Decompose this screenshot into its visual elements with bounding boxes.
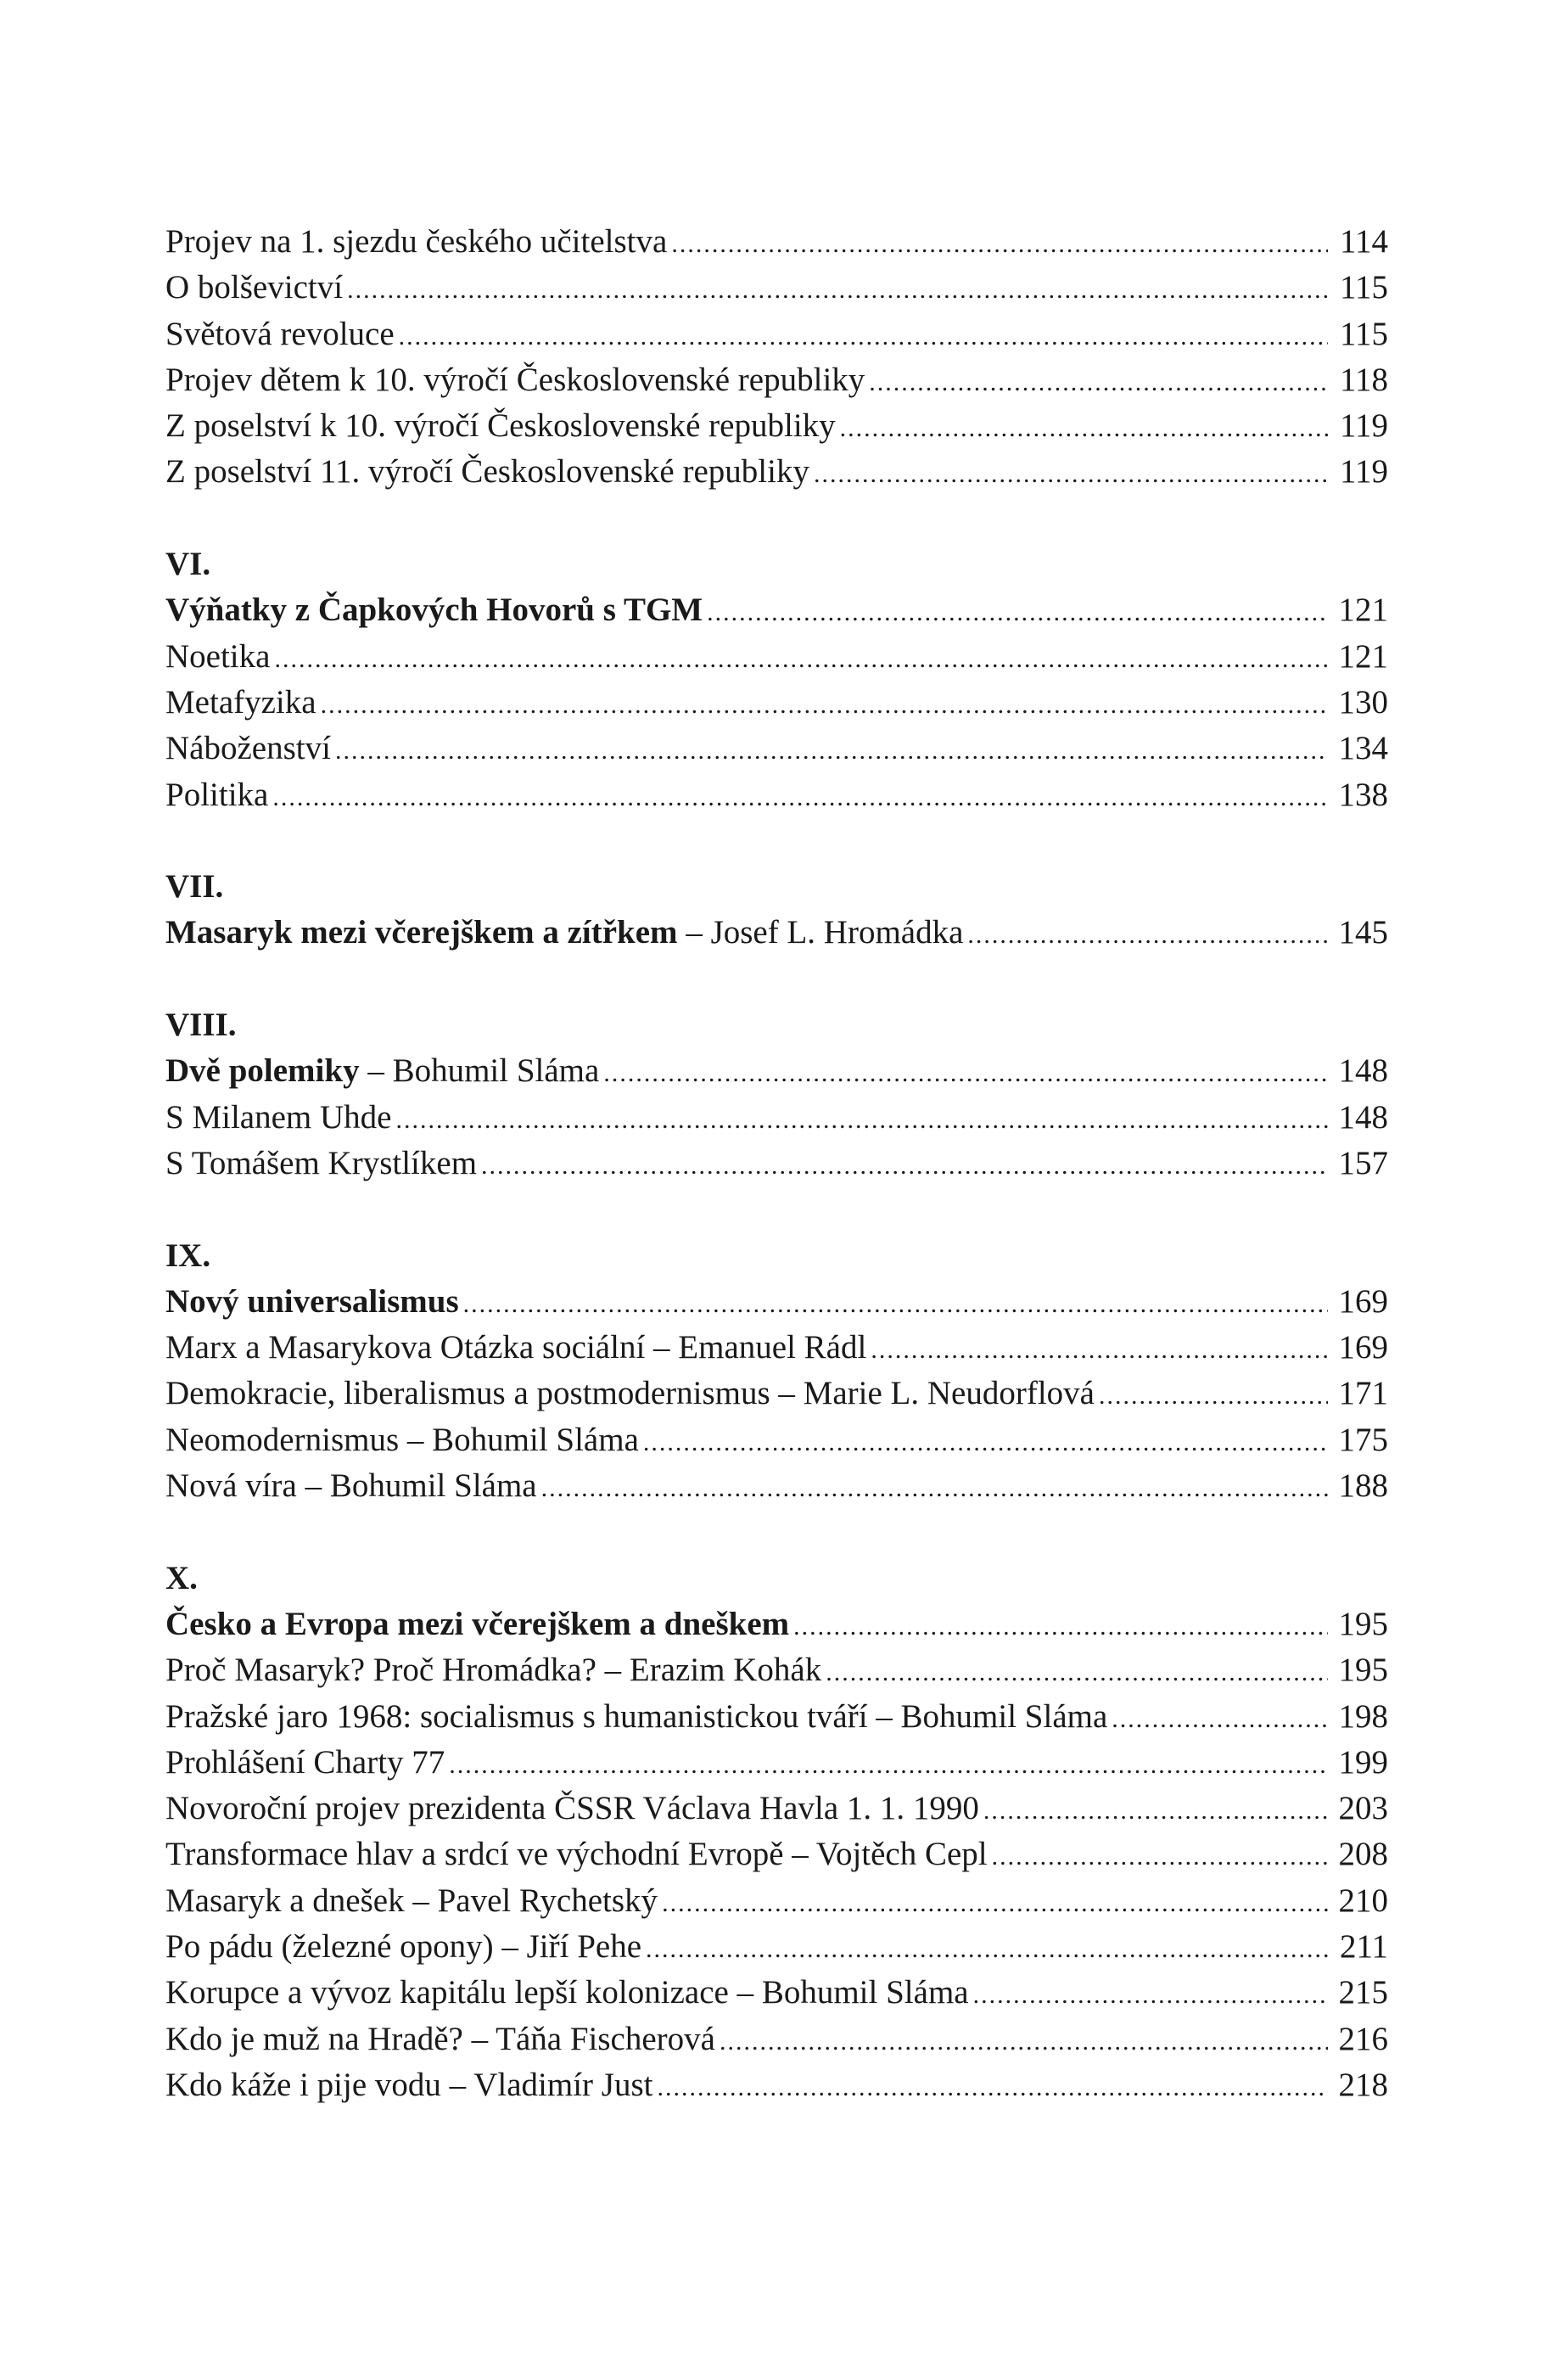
toc-entry-title [165, 219, 667, 265]
toc-entry [165, 1371, 1388, 1416]
dot-leader [274, 637, 1328, 682]
toc-entry-page-number: 148 [1338, 1098, 1388, 1136]
section-spacer [165, 818, 1388, 864]
toc-entry-page-number: 169 [1338, 1282, 1388, 1320]
toc-entry-page-number: 130 [1338, 683, 1388, 721]
toc-entry-title [165, 2017, 715, 2062]
toc-entry-title-text: Z poselství 11. výročí Československé republiky [165, 453, 809, 491]
toc-entry-title-text: Projev dětem k 10. výročí Československé republiky [165, 361, 865, 398]
table-of-contents [165, 219, 1388, 2108]
toc-entry-page-number: 218 [1338, 2066, 1388, 2103]
toc-entry [165, 587, 1388, 633]
toc-entry-title-text: Masaryk a dnešek – Pavel Rychetský [165, 1882, 658, 1919]
toc-entry-title-text: Proč Masaryk? Proč Hromádka? – Erazim Kohák [165, 1652, 822, 1689]
dot-leader [1099, 1373, 1328, 1419]
toc-entry [165, 403, 1388, 449]
toc-entry [165, 1694, 1388, 1740]
toc-entry-title-text: Korupce a vývoz kapitálu lepší kolonizace – Bohumil Sláma [165, 1974, 969, 2011]
toc-entry-page-number: 145 [1338, 914, 1388, 951]
toc-entry-title-bold: Masaryk mezi včerejškem a zítřkem [165, 914, 678, 951]
dot-leader [992, 1834, 1328, 1880]
toc-entry-author: – Bohumil Sláma [359, 1052, 600, 1090]
toc-entry-title [165, 1740, 445, 1786]
toc-entry-title-text: S Milanem Uhde [165, 1098, 392, 1136]
toc-entry-page-number: 119 [1339, 407, 1388, 445]
toc-entry-title-text: Noetika [165, 637, 271, 675]
toc-entry-title-bold: Dvě polemiky [165, 1052, 360, 1090]
toc-entry-page-number: 195 [1338, 1652, 1388, 1689]
toc-entry-page-number: 175 [1338, 1421, 1388, 1458]
toc-entry-title [165, 1048, 599, 1094]
toc-entry-title-text: Po pádu (železné opony) – Jiří Pehe [165, 1927, 642, 1965]
section-number: X. [165, 1559, 198, 1596]
toc-entry-title [165, 2062, 652, 2108]
toc-entry-title-text: Transformace hlav a srdcí ve východní Evropě – Vojtěch Cepl [165, 1836, 988, 1873]
toc-entry-title-text: Z poselství k 10. výročí Československé republiky [165, 407, 836, 445]
toc-entry [165, 1740, 1388, 1786]
toc-entry-page-number: 171 [1338, 1375, 1388, 1412]
toc-entry-title-text: Kdo je muž na Hradě? – Táňa Fischerová [165, 2020, 715, 2057]
toc-entry-page-number: 188 [1338, 1467, 1388, 1505]
toc-entry-title [165, 1878, 658, 1924]
toc-entry-page-number: 148 [1338, 1052, 1388, 1090]
toc-entry-page-number: 134 [1338, 730, 1388, 767]
section-number: VIII. [165, 1007, 237, 1044]
toc-entry [165, 680, 1388, 726]
toc-entry-title [165, 1417, 639, 1463]
toc-entry [165, 449, 1388, 495]
toc-entry-title [165, 403, 836, 449]
toc-entry-title-text: Demokracie, liberalismus a postmodernismus – Marie L. Neudorflová [165, 1375, 1095, 1412]
toc-entry [165, 219, 1388, 265]
dot-leader [347, 267, 1328, 313]
toc-entry-title-text: Projev na 1. sjezdu českého učitelstva [165, 223, 668, 260]
toc-entry-title-text: Novoroční projev prezidenta ČSSR Václava Havla 1. 1. 1990 [165, 1790, 979, 1827]
toc-entry [165, 1924, 1388, 1970]
toc-entry [165, 2017, 1388, 2062]
toc-entry [165, 910, 1388, 956]
toc-entry-title-text: Náboženství [165, 730, 331, 767]
toc-entry-title [165, 1325, 866, 1371]
toc-entry-title [165, 587, 703, 633]
dot-leader [321, 682, 1328, 728]
toc-entry-title-text: Neomodernismus – Bohumil Sláma [165, 1421, 639, 1458]
toc-entry-page-number: 121 [1338, 592, 1388, 629]
dot-leader [335, 728, 1328, 774]
section-spacer [165, 956, 1388, 1002]
section-number: VII. [165, 868, 224, 906]
toc-entry-title [165, 910, 963, 956]
toc-entry [165, 1463, 1388, 1509]
toc-entry [165, 1647, 1388, 1693]
toc-entry-title [165, 1602, 789, 1647]
toc-entry [165, 1602, 1388, 1647]
dot-leader [662, 1881, 1328, 1927]
toc-entry-title-text: Nová víra – Bohumil Sláma [165, 1467, 537, 1505]
dot-leader [983, 1788, 1328, 1834]
toc-entry-page-number: 138 [1338, 776, 1388, 813]
toc-entry-title [165, 1786, 979, 1832]
toc-entry-page-number: 115 [1339, 269, 1388, 306]
toc-entry-title-text: Metafyzika [165, 683, 316, 721]
toc-entry-author: – Josef L. Hromádka [677, 914, 964, 951]
toc-entry-title [165, 1463, 537, 1509]
toc-entry-title [165, 265, 343, 311]
toc-entry-title [165, 1371, 1095, 1416]
dot-leader [603, 1051, 1328, 1097]
toc-entry-title [165, 311, 395, 357]
toc-entry [165, 1325, 1388, 1371]
dot-leader [643, 1420, 1328, 1466]
toc-entry-title [165, 1924, 641, 1970]
toc-entry-title [165, 1095, 391, 1141]
dot-leader [399, 314, 1328, 360]
toc-entry [165, 357, 1388, 403]
dot-leader [646, 1927, 1328, 1972]
toc-entry [165, 265, 1388, 311]
section-spacer [165, 496, 1388, 541]
section-number: IX. [165, 1237, 211, 1274]
section-number: VI. [165, 546, 211, 583]
toc-entry-title-bold: Česko a Evropa mezi včerejškem a dneškem [165, 1605, 790, 1642]
dot-leader [707, 590, 1328, 636]
toc-entry [165, 1786, 1388, 1832]
toc-entry-title-text: Prohlášení Charty 77 [165, 1743, 445, 1781]
toc-entry-page-number: 157 [1338, 1144, 1388, 1181]
toc-entry-title [165, 772, 268, 818]
dot-leader [657, 2065, 1328, 2111]
toc-entry-title-text: O bolševictví [165, 269, 344, 306]
toc-entry-title [165, 726, 331, 771]
dot-leader [671, 222, 1328, 267]
dot-leader [869, 360, 1328, 406]
dot-leader [967, 912, 1328, 958]
dot-leader [463, 1282, 1328, 1327]
toc-entry-title-text: Pražské jaro 1968: socialismus s humanistickou tváří – Bohumil Sláma [165, 1697, 1108, 1735]
toc-entry [165, 311, 1388, 357]
toc-entry [165, 1095, 1388, 1141]
dot-leader [1112, 1697, 1328, 1742]
toc-entry-title [165, 1832, 988, 1877]
dot-leader [793, 1604, 1328, 1650]
toc-entry-title-text: Politika [165, 776, 269, 813]
toc-entry [165, 634, 1388, 680]
toc-entry-page-number: 210 [1338, 1882, 1388, 1919]
dot-leader [272, 775, 1328, 821]
toc-entry [165, 1832, 1388, 1877]
section-spacer [165, 1186, 1388, 1232]
toc-entry-title [165, 680, 316, 726]
toc-entry [165, 1279, 1388, 1325]
toc-entry-page-number: 208 [1338, 1836, 1388, 1873]
toc-entry-page-number: 121 [1338, 637, 1388, 675]
dot-leader [973, 1972, 1328, 2018]
toc-entry [165, 772, 1388, 818]
toc-entry-title [165, 449, 809, 495]
toc-entry [165, 1141, 1388, 1186]
toc-entry [165, 1417, 1388, 1463]
toc-entry-title-text: Kdo káže i pije vodu – Vladimír Just [165, 2066, 653, 2103]
toc-entry-title-bold: Nový universalismus [165, 1282, 459, 1320]
toc-entry-title [165, 1279, 459, 1325]
section-spacer [165, 1509, 1388, 1555]
toc-entry-title-text: Marx a Masarykova Otázka sociální – Emanuel Rádl [165, 1329, 867, 1366]
toc-entry-page-number: 215 [1338, 1974, 1388, 2011]
toc-entry-title-text: S Tomášem Krystlíkem [165, 1144, 478, 1181]
toc-entry-title [165, 1694, 1107, 1740]
toc-entry-page-number: 211 [1339, 1927, 1388, 1965]
toc-entry-page-number: 203 [1338, 1790, 1388, 1827]
toc-entry-page-number: 199 [1338, 1743, 1388, 1781]
dot-leader [395, 1097, 1328, 1143]
dot-leader [814, 452, 1328, 497]
toc-entry-page-number: 115 [1339, 315, 1388, 352]
toc-entry-page-number: 169 [1338, 1329, 1388, 1366]
toc-entry-page-number: 216 [1338, 2020, 1388, 2057]
toc-entry [165, 2062, 1388, 2108]
toc-entry [165, 1878, 1388, 1924]
toc-entry-page-number: 119 [1339, 453, 1388, 491]
toc-entry [165, 1048, 1388, 1094]
dot-leader [449, 1742, 1328, 1788]
toc-entry-title-text: Světová revoluce [165, 315, 395, 352]
toc-entry-page-number: 195 [1338, 1605, 1388, 1642]
dot-leader [826, 1650, 1328, 1696]
dot-leader [481, 1143, 1328, 1189]
toc-entry-title [165, 1970, 969, 2016]
dot-leader [840, 406, 1328, 452]
toc-entry [165, 726, 1388, 771]
toc-entry-title [165, 634, 270, 680]
toc-entry-title [165, 1647, 821, 1693]
toc-entry-page-number: 114 [1339, 223, 1388, 260]
toc-entry-title [165, 1141, 477, 1186]
toc-entry-title-bold: Výňatky z Čapkových Hovorů s TGM [165, 592, 703, 629]
dot-leader [541, 1466, 1328, 1512]
toc-entry-title [165, 357, 865, 403]
toc-entry-page-number: 118 [1339, 361, 1388, 398]
dot-leader [871, 1327, 1328, 1373]
toc-entry-page-number: 198 [1338, 1697, 1388, 1735]
dot-leader [720, 2019, 1328, 2065]
toc-entry [165, 1970, 1388, 2016]
